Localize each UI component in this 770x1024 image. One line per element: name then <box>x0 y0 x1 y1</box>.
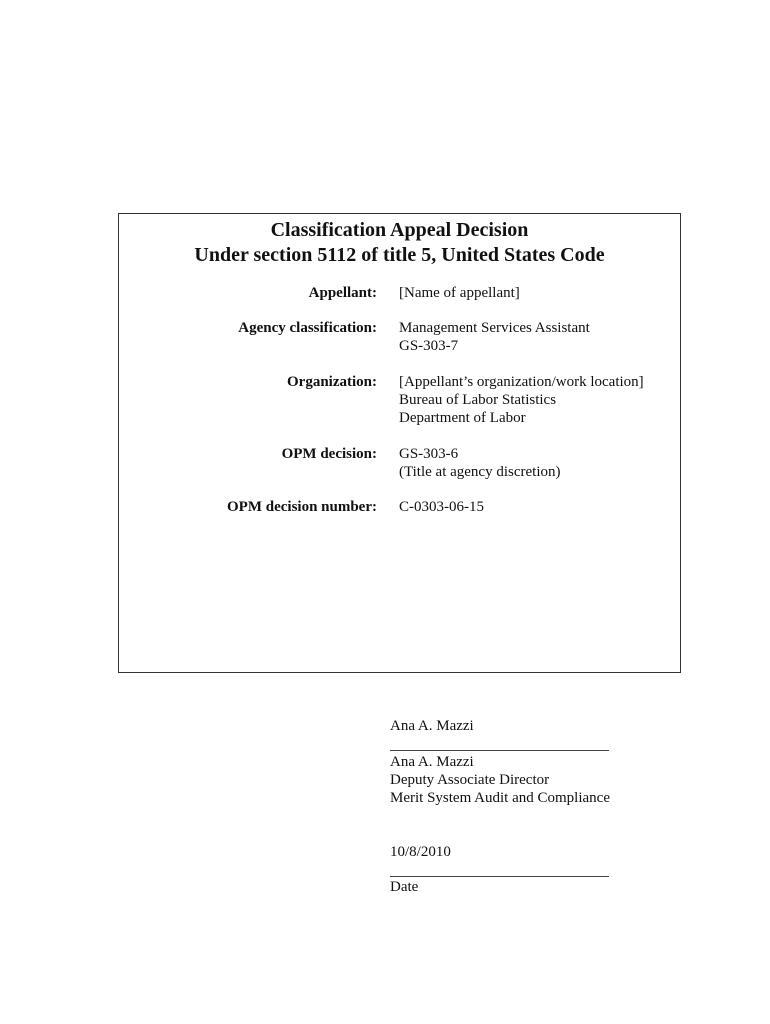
field-value-line: Department of Labor <box>399 410 526 426</box>
date-label: Date <box>390 879 419 895</box>
signature-line <box>390 750 609 751</box>
field-label: Agency classification: <box>238 320 377 336</box>
field-value-line: GS-303-6 <box>399 446 459 462</box>
field-value <box>399 373 644 427</box>
document-subtitle: Under section 5112 of title 5, United States Code <box>194 244 605 266</box>
signatory-title: Deputy Associate Director <box>390 772 550 788</box>
document-title: Classification Appeal Decision <box>270 219 529 241</box>
signature-signed-name: Ana A. Mazzi <box>390 718 474 734</box>
field-label: Appellant: <box>308 285 377 301</box>
field-value <box>399 445 560 481</box>
field-value-line: (Title at agency discretion) <box>399 464 561 480</box>
field-value <box>399 319 590 355</box>
signatory-name: Ana A. Mazzi <box>390 754 474 770</box>
field-value-line: Bureau of Labor Statistics <box>399 392 557 408</box>
field-value-line: C-0303-06-15 <box>399 499 484 515</box>
field-value-line: [Name of appellant] <box>399 285 520 301</box>
date-line <box>390 876 609 877</box>
field-label: Organization: <box>287 374 377 390</box>
field-value-line: [Appellant’s organization/work location] <box>399 374 644 390</box>
field-label: OPM decision number: <box>227 499 377 515</box>
signature-date-value: 10/8/2010 <box>390 844 451 860</box>
field-value-line: Management Services Assistant <box>399 320 590 336</box>
field-value <box>399 284 520 302</box>
decision-summary-box <box>118 213 681 673</box>
field-label: OPM decision: <box>281 446 377 462</box>
signatory-office: Merit System Audit and Compliance <box>390 790 610 806</box>
field-value-line: GS-303-7 <box>399 338 459 354</box>
field-value <box>399 498 484 516</box>
